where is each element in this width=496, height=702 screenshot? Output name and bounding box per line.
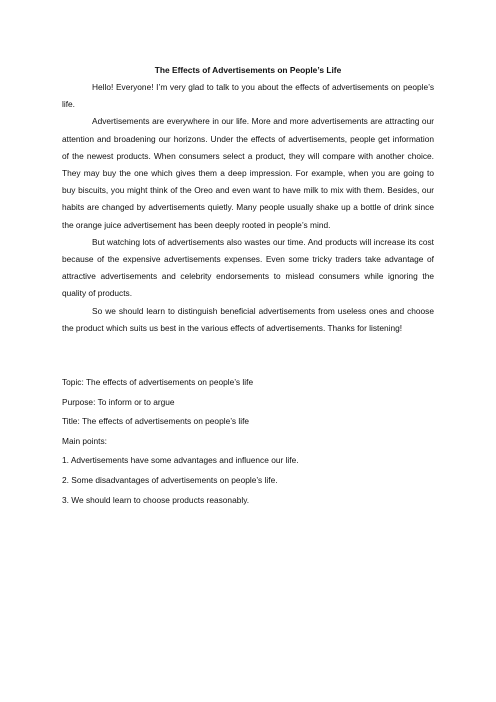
paragraph-greeting: Hello! Everyone! I’m very glad to talk to you about the effects of advertisements on people’s life. (62, 82, 434, 110)
outline-point-3: 3. We should learn to choose products reasonably. (62, 494, 250, 505)
paragraph-advantages: Advertisements are everywhere in our life. More and more advertisements are attracting our attention and broadening our horizons. Under the effects of advertisements, people get information of the newest products. When consumers select a product, they will compare with another choice. They may buy the one which gives them a deep impression. For example, when you are going to buy biscuits, you might think of the Oreo and even want to have milk to mix with them. Besides, our habits are changed by advertisements quietly. Many people usually shake up a bottle of drink since the orange juice advertisement has been deeply rooted in people’s mind. (62, 116, 434, 230)
outline-purpose: Purpose: To inform or to argue (62, 396, 175, 407)
paragraph-conclusion: So we should learn to distinguish beneficial advertisements from useless ones and choose the product which suits us best in the various effects of advertisements. Thanks for listening! (62, 305, 434, 333)
document-title: The Effects of Advertisements on People’s Life (154, 65, 342, 75)
outline-title: Title: The effects of advertisements on people’s life (62, 416, 250, 427)
outline-topic: Topic: The effects of advertisements on people’s life (62, 377, 254, 388)
paragraph-disadvantages: But watching lots of advertisements also wastes our time. And products will increase its cost because of the expensive advertisements expenses. Even some tricky traders take advantage of attractive advertisements and celebrity endorsements to mislead consumers while ignoring the quality of products. (62, 236, 434, 299)
outline-main-points-label: Main points: (62, 435, 107, 446)
section-spacer (62, 337, 434, 373)
outline-point-1: 1. Advertisements have some advantages and influence our life. (62, 455, 299, 466)
outline-point-2: 2. Some disadvantages of advertisements on people’s life. (62, 475, 278, 486)
document-page (62, 62, 434, 510)
